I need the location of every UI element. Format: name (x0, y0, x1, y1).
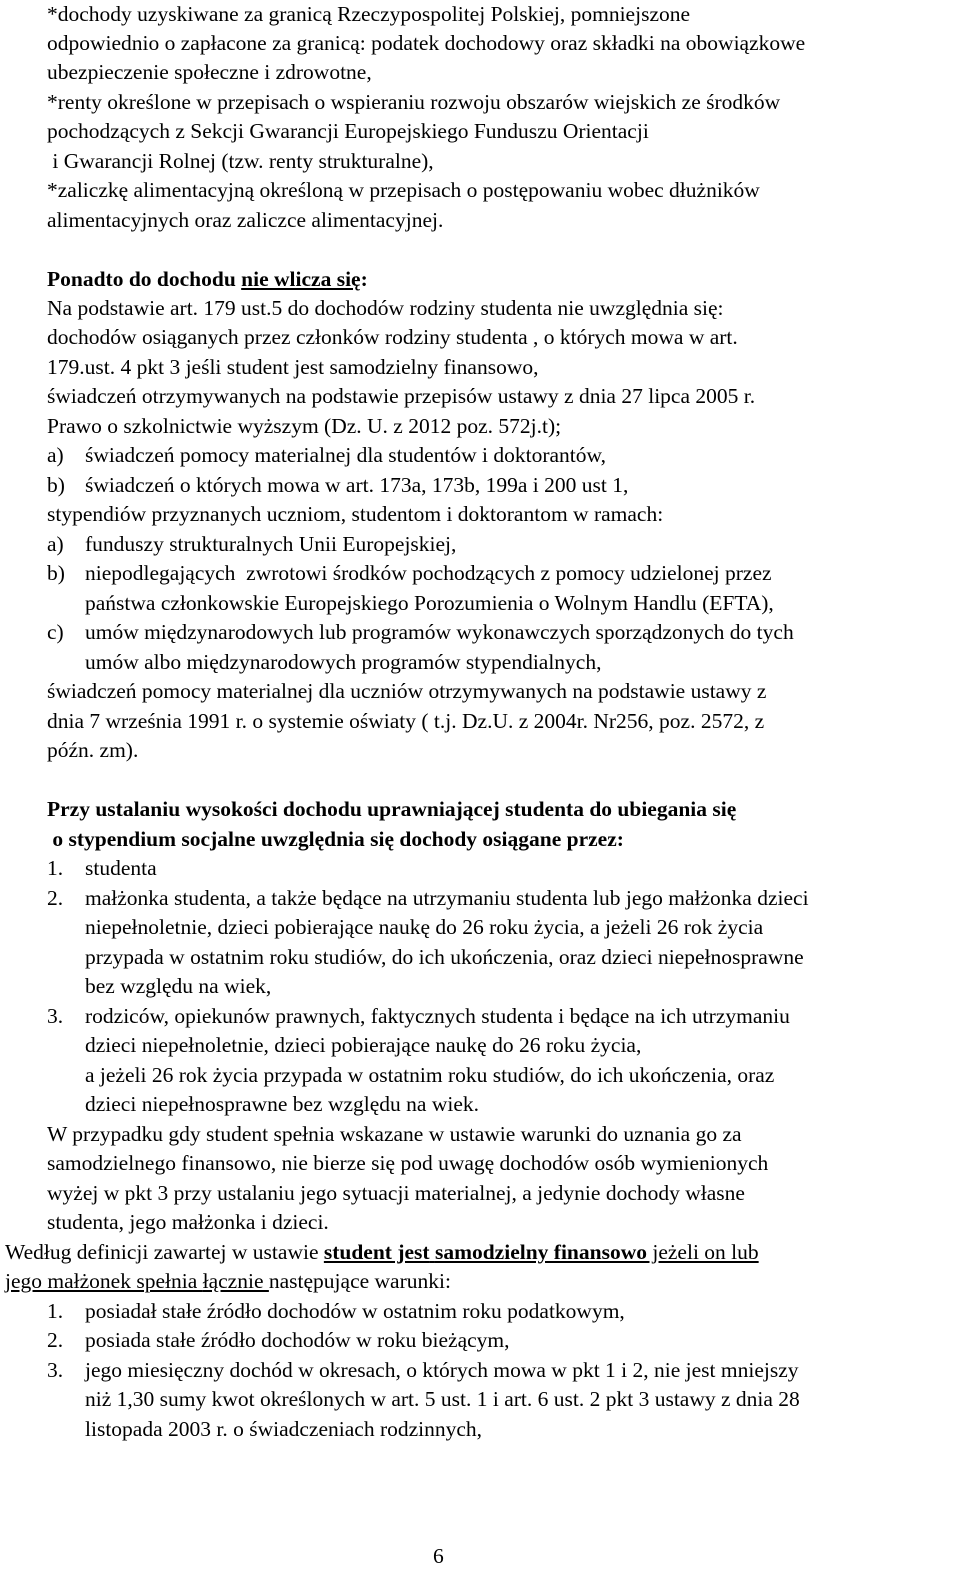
list-marker: 3. (47, 1358, 64, 1382)
list-item-continuation: państwa członkowskie Europejskiego Porozumienia o Wolnym Handlu (EFTA), (85, 591, 774, 615)
heading-suffix: : (360, 267, 368, 291)
list-item-continuation: bez względu na wiek, (85, 974, 272, 998)
text-line: świadczeń pomocy materialnej dla uczniów otrzymywanych na podstawie ustawy z (47, 679, 767, 703)
text-line: dnia 7 września 1991 r. o systemie oświaty ( t.j. Dz.U. z 2004r. Nr256, poz. 2572, z (47, 709, 765, 733)
list-item (47, 618, 794, 648)
list-item-text: małżonka studenta, a także będące na utrzymaniu studenta lub jego małżonka dzieci (85, 886, 809, 910)
text-line: W przypadku gdy student spełnia wskazane w ustawie warunki do uznania go za (47, 1122, 742, 1146)
list-item (47, 530, 456, 560)
text-line: późn. zm). (47, 738, 139, 762)
term-samodzielny-finansowo: samodzielny finansowo (434, 1240, 647, 1264)
list-item-text: świadczeń o których mowa w art. 173a, 173b, 199a i 200 ust 1, (85, 473, 629, 497)
list-marker: b) (47, 561, 65, 585)
list-item-continuation: dzieci niepełnosprawne bez względu na wiek. (85, 1092, 480, 1116)
text-line: Na podstawie art. 179 ust.5 do dochodów rodziny studenta nie uwzględnia się: (47, 296, 724, 320)
term-lacznie: łącznie (202, 1269, 269, 1293)
text-line: i Gwarancji Rolnej (tzw. renty strukturalne), (47, 149, 434, 173)
text-line: świadczeń otrzymywanych na podstawie przepisów ustawy z dnia 27 lipca 2005 r. (47, 384, 756, 408)
definition-text: Według definicji zawartej w ustawie (5, 1240, 324, 1264)
definition-text-underlined: jeżeli on lub (647, 1240, 759, 1264)
list-item-text: posiadał stałe źródło dochodów w ostatnim roku podatkowym, (85, 1299, 625, 1323)
text-line: 179.ust. 4 pkt 3 jeśli student jest samodzielny finansowo, (47, 355, 539, 379)
definition-text-underlined: jego małżonek spełnia (5, 1269, 203, 1293)
definition-line (5, 1238, 759, 1268)
list-item-continuation: a jeżeli 26 rok życia przypada w ostatnim roku studiów, do ich ukończenia, oraz (85, 1063, 775, 1087)
list-item-text: posiada stałe źródło dochodów w roku bieżącym, (85, 1328, 510, 1352)
list-item-continuation: umów albo międzynarodowych programów stypendialnych, (85, 650, 602, 674)
list-item (47, 1002, 790, 1032)
list-item-continuation: listopada 2003 r. o świadczeniach rodzinnych, (85, 1417, 483, 1441)
list-item (47, 854, 157, 884)
list-marker: a) (47, 443, 64, 467)
list-marker: 2. (47, 886, 64, 910)
text-line: studenta, jego małżonka i dzieci. (47, 1210, 329, 1234)
list-marker: b) (47, 473, 65, 497)
heading-underlined-text: nie wlicza się (241, 267, 361, 291)
list-item-continuation: przypada w ostatnim roku studiów, do ich ukończenia, oraz dzieci niepełnosprawne (85, 945, 804, 969)
list-item-continuation: dzieci niepełnoletnie, dzieci pobierające naukę do 26 roku życia, (85, 1033, 642, 1057)
list-item (47, 1356, 799, 1386)
list-marker: c) (47, 620, 64, 644)
list-marker: 2. (47, 1328, 64, 1352)
text-line: samodzielnego finansowo, nie bierze się pod uwagę dochodów osób wymienionych (47, 1151, 769, 1175)
list-item-text: funduszy strukturalnych Unii Europejskiej, (85, 532, 457, 556)
text-line: wyżej w pkt 3 przy ustalaniu jego sytuacji materialnej, a jedynie dochody własne (47, 1181, 745, 1205)
list-item-text: jego miesięczny dochód w okresach, o których mowa w pkt 1 i 2, nie jest mniejszy (85, 1358, 799, 1382)
text-line: dochodów osiąganych przez członków rodziny studenta , o których mowa w art. (47, 325, 738, 349)
term-student-jest: student jest (323, 1240, 430, 1264)
text-line: *renty określone w przepisach o wspieraniu rozwoju obszarów wiejskich ze środków (47, 90, 781, 114)
heading-text: Ponadto do dochodu (47, 267, 242, 291)
section-heading-income-cont: o stypendium socjalne uwzględnia się dochody osiągane przez: (47, 827, 624, 851)
text-line: alimentacyjnych oraz zaliczce alimentacyjnej. (47, 208, 444, 232)
text-line: odpowiednio o zapłacone za granicą: podatek dochodowy oraz składki na obowiązkowe (47, 31, 806, 55)
definition-text: następujące warunki: (268, 1269, 451, 1293)
list-item-text: umów międzynarodowych lub programów wykonawczych sporządzonych do tych (85, 620, 794, 644)
list-item-continuation: niepełnoletnie, dzieci pobierające naukę do 26 roku życia, a jeżeli 26 rok życia (85, 915, 764, 939)
list-item-text: świadczeń pomocy materialnej dla studentów i doktorantów, (85, 443, 607, 467)
list-item-text: niepodlegających zwrotowi środków pochodzących z pomocy udzielonej przez (85, 561, 772, 585)
text-line: *zaliczkę alimentacyjną określoną w przepisach o postępowaniu wobec dłużników (47, 178, 760, 202)
list-item (47, 1326, 510, 1356)
page-number: 6 (433, 1544, 444, 1568)
text-line: stypendiów przyznanych uczniom, studentom i doktorantom w ramach: (47, 502, 664, 526)
text-line: Prawo o szkolnictwie wyższym (Dz. U. z 2012 poz. 572j.t); (47, 414, 562, 438)
text-line: ubezpieczenie społeczne i zdrowotne, (47, 60, 372, 84)
list-item (47, 559, 772, 589)
list-item (47, 441, 606, 471)
list-item-continuation: niż 1,30 sumy kwot określonych w art. 5 ust. 1 i art. 6 ust. 2 pkt 3 ustawy z dnia 28 (85, 1387, 800, 1411)
definition-line (5, 1267, 451, 1297)
list-item-text: rodziców, opiekunów prawnych, faktycznych studenta i będące na ich utrzymaniu (85, 1004, 790, 1028)
list-item-text: studenta (85, 856, 157, 880)
section-heading-income: Przy ustalaniu wysokości dochodu uprawniającej studenta do ubiegania się (47, 797, 737, 821)
list-item (47, 1297, 625, 1327)
list-item (47, 471, 628, 501)
text-line: pochodzących z Sekcji Gwarancji Europejskiego Funduszu Orientacji (47, 119, 649, 143)
text-line: *dochody uzyskiwane za granicą Rzeczypospolitej Polskiej, pomniejszone (47, 2, 691, 26)
list-marker: a) (47, 532, 64, 556)
list-marker: 1. (47, 856, 64, 880)
list-marker: 1. (47, 1299, 64, 1323)
list-marker: 3. (47, 1004, 64, 1028)
section-heading-excluded (47, 265, 368, 295)
list-item (47, 884, 809, 914)
